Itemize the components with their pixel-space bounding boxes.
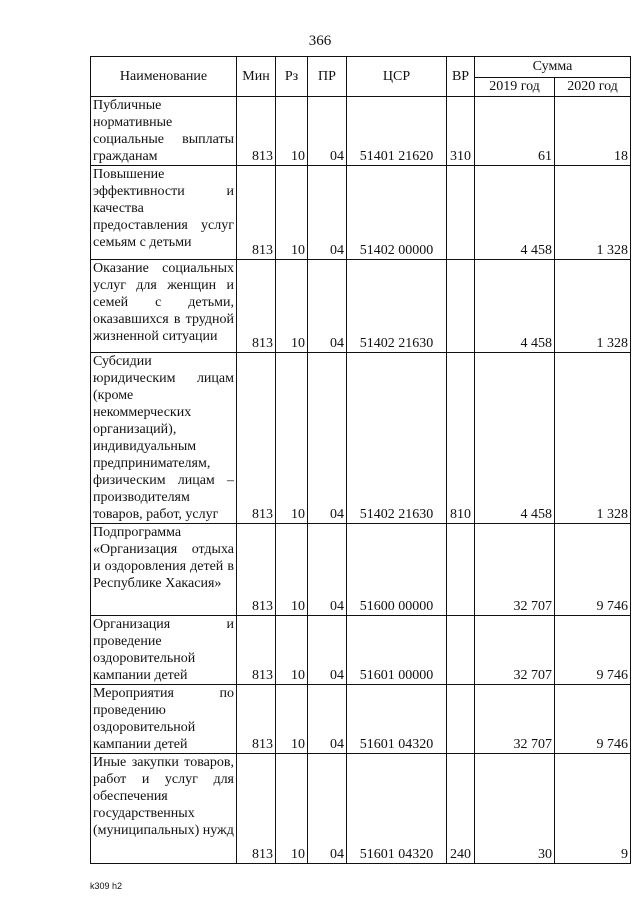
budget-table <box>90 56 631 864</box>
row-pr: 04 <box>308 685 347 754</box>
row-sum-2019: 30 <box>475 754 555 864</box>
row-pr: 04 <box>308 97 347 166</box>
row-pr: 04 <box>308 524 347 616</box>
row-sum-2019: 4 458 <box>475 353 555 524</box>
row-pr: 04 <box>308 353 347 524</box>
header-csr: ЦСР <box>347 57 447 97</box>
row-name: Мероприятия по проведению оздоровительной кампании детей <box>91 685 237 754</box>
header-vr: ВР <box>447 57 475 97</box>
row-csr: 51401 21620 <box>347 97 447 166</box>
row-name: Оказание социальных услуг для женщин и семей с детьми, оказавшихся в трудной жизненной ситуации <box>91 260 237 353</box>
row-min: 813 <box>237 97 276 166</box>
table-row <box>91 166 631 260</box>
row-rz: 10 <box>276 166 308 260</box>
row-name: Субсидии юридическим лицам (кроме некоммерческих организаций), индивидуальным предпринимателям, физическим лицам – производителям товаров, работ, услуг <box>91 353 237 524</box>
row-name: Подпрограмма «Организация отдыха и оздоровления детей в Республике Хакасия» <box>91 524 237 616</box>
header-2020: 2020 год <box>555 78 631 97</box>
header-min: Мин <box>237 57 276 97</box>
row-vr: 310 <box>447 97 475 166</box>
row-min: 813 <box>237 166 276 260</box>
row-rz: 10 <box>276 754 308 864</box>
row-vr <box>447 260 475 353</box>
header-rz: Рз <box>276 57 308 97</box>
row-min: 813 <box>237 260 276 353</box>
row-vr <box>447 166 475 260</box>
row-sum-2019: 32 707 <box>475 616 555 685</box>
header-pr: ПР <box>308 57 347 97</box>
row-sum-2019: 61 <box>475 97 555 166</box>
row-min: 813 <box>237 524 276 616</box>
table-row <box>91 685 631 754</box>
row-sum-2020: 9 746 <box>555 524 631 616</box>
header-name: Наименование <box>91 57 237 97</box>
page-number: 366 <box>308 33 332 49</box>
row-min: 813 <box>237 616 276 685</box>
row-vr <box>447 524 475 616</box>
row-sum-2020: 1 328 <box>555 166 631 260</box>
row-sum-2020: 9 746 <box>555 685 631 754</box>
row-sum-2020: 1 328 <box>555 260 631 353</box>
row-pr: 04 <box>308 260 347 353</box>
row-min: 813 <box>237 754 276 864</box>
row-rz: 10 <box>276 524 308 616</box>
row-vr <box>447 616 475 685</box>
row-vr: 240 <box>447 754 475 864</box>
row-pr: 04 <box>308 616 347 685</box>
row-csr: 51402 21630 <box>347 260 447 353</box>
row-vr: 810 <box>447 353 475 524</box>
row-sum-2019: 4 458 <box>475 166 555 260</box>
table-body <box>91 97 631 864</box>
row-rz: 10 <box>276 97 308 166</box>
row-rz: 10 <box>276 685 308 754</box>
row-rz: 10 <box>276 260 308 353</box>
table-row <box>91 754 631 864</box>
row-sum-2019: 32 707 <box>475 524 555 616</box>
row-rz: 10 <box>276 616 308 685</box>
row-pr: 04 <box>308 166 347 260</box>
header-2019: 2019 год <box>475 78 555 97</box>
row-sum-2019: 32 707 <box>475 685 555 754</box>
row-sum-2019: 4 458 <box>475 260 555 353</box>
footer-code: k309 h2 <box>90 881 123 891</box>
row-name: Повышение эффективности и качества предоставления услуг семьям с детьми <box>91 166 237 260</box>
table-row <box>91 97 631 166</box>
row-sum-2020: 18 <box>555 97 631 166</box>
row-csr: 51601 04320 <box>347 754 447 864</box>
row-csr: 51402 00000 <box>347 166 447 260</box>
header-sum: Сумма <box>475 57 631 78</box>
row-csr: 51601 00000 <box>347 616 447 685</box>
row-sum-2020: 9 <box>555 754 631 864</box>
row-name: Иные закупки товаров, работ и услуг для обеспечения государственных (муниципальных) нужд <box>91 754 237 864</box>
row-name: Публичные нормативные социальные выплаты гражданам <box>91 97 237 166</box>
row-sum-2020: 9 746 <box>555 616 631 685</box>
row-csr: 51402 21630 <box>347 353 447 524</box>
row-csr: 51601 04320 <box>347 685 447 754</box>
row-rz: 10 <box>276 353 308 524</box>
table-row <box>91 260 631 353</box>
row-min: 813 <box>237 685 276 754</box>
row-name: Организация и проведение оздоровительной кампании детей <box>91 616 237 685</box>
row-vr <box>447 685 475 754</box>
table-row <box>91 524 631 616</box>
table-row <box>91 353 631 524</box>
row-csr: 51600 00000 <box>347 524 447 616</box>
row-sum-2020: 1 328 <box>555 353 631 524</box>
table-row <box>91 616 631 685</box>
row-pr: 04 <box>308 754 347 864</box>
row-min: 813 <box>237 353 276 524</box>
